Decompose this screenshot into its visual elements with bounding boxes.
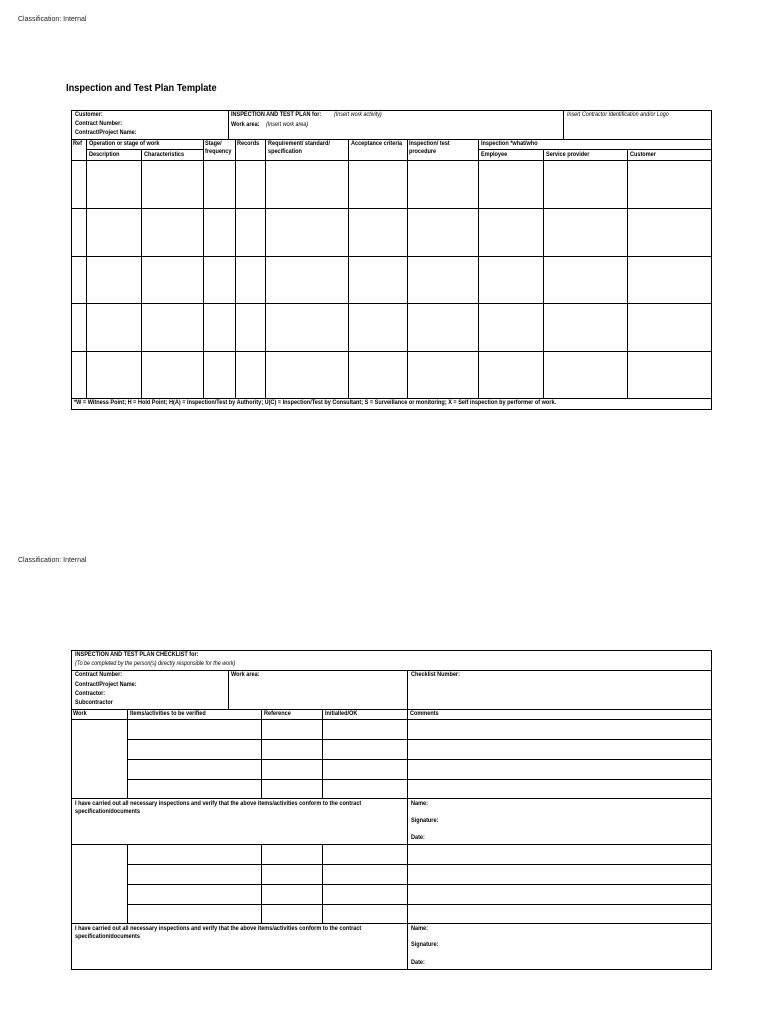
page-title: Inspection and Test Plan Template xyxy=(66,82,217,94)
divider xyxy=(71,351,711,352)
divider xyxy=(563,110,564,139)
divider xyxy=(71,670,711,671)
divider xyxy=(127,779,711,780)
divider xyxy=(127,904,711,905)
logo-note: Insert Contractor Identification and/or Logo xyxy=(567,111,669,118)
contract-project-label: Contract/Project Name: xyxy=(75,129,137,136)
subcontractor-label: Subcontractor xyxy=(75,699,113,706)
divider xyxy=(322,709,323,798)
col-ref: Ref xyxy=(73,140,82,147)
col-inspection: Inspection *what/who xyxy=(481,140,538,147)
divider xyxy=(407,844,408,923)
declaration-line1: I have carried out all necessary inspections and verify that the above items/activities conform to the contract xyxy=(75,800,362,807)
divider xyxy=(71,208,711,209)
divider xyxy=(407,139,408,398)
divider xyxy=(407,709,408,798)
divider xyxy=(407,670,408,709)
footnote: *W = Witness Point; H = Hold Point; H(A) = Inspection/Test by Authority; U(C) = Inspection/Test by Consultant; S = Surveillance or monitoring; X = Self inspection by performer of work. xyxy=(74,399,557,406)
itp-for-value: (Insert work activity) xyxy=(334,111,382,118)
col-service-provider: Service provider xyxy=(546,151,590,158)
work-area-value: (Insert work area) xyxy=(266,121,309,128)
divider xyxy=(71,160,711,161)
signature-label: Signature: xyxy=(411,941,439,948)
divider xyxy=(478,149,711,150)
col-requirement-line2: specification xyxy=(268,148,302,155)
date-label: Date: xyxy=(411,959,425,966)
declaration-line2: specification/documents xyxy=(75,933,140,940)
classification-label: Classification: Internal xyxy=(18,16,87,23)
date-label: Date: xyxy=(411,834,425,841)
itp-for-label: INSPECTION AND TEST PLAN for: xyxy=(231,111,322,118)
divider xyxy=(127,864,711,865)
divider xyxy=(127,739,711,740)
divider xyxy=(71,923,711,924)
divider xyxy=(127,844,128,923)
customer-label: Customer: xyxy=(75,111,103,118)
divider xyxy=(228,110,229,139)
divider xyxy=(265,139,266,398)
name-label: Name: xyxy=(411,925,428,932)
divider xyxy=(127,884,711,885)
divider xyxy=(86,139,87,398)
divider xyxy=(141,149,142,398)
work-area-label: Work area: xyxy=(231,671,260,678)
divider xyxy=(261,709,262,798)
checklist-table-frame xyxy=(71,650,712,970)
divider xyxy=(478,139,479,398)
divider xyxy=(86,149,204,150)
divider xyxy=(127,709,128,798)
col-work: Work xyxy=(73,710,87,717)
divider xyxy=(627,149,628,398)
contract-number-label: Contract Number: xyxy=(75,120,123,127)
signature-label: Signature: xyxy=(411,817,439,824)
col-operation: Operation or stage of work xyxy=(89,140,160,147)
divider xyxy=(71,719,711,720)
col-characteristics: Characteristics xyxy=(144,151,185,158)
contract-project-label: Contract/Project Name: xyxy=(75,681,137,688)
col-comments: Comments xyxy=(410,710,439,717)
col-procedure-line1: Inspection/ test xyxy=(409,140,450,147)
divider xyxy=(322,844,323,923)
col-stage-line2: frequency xyxy=(205,148,232,155)
col-records: Records xyxy=(237,140,260,147)
name-label: Name: xyxy=(411,800,428,807)
col-items: Items/activities to be verified xyxy=(130,710,206,717)
declaration-line2: specification/documents xyxy=(75,808,140,815)
divider xyxy=(543,149,544,398)
contract-number-label: Contract Number: xyxy=(75,671,123,678)
divider xyxy=(71,844,711,845)
col-customer: Customer xyxy=(630,151,656,158)
divider xyxy=(127,759,711,760)
col-description: Description xyxy=(89,151,120,158)
divider xyxy=(261,844,262,923)
classification-label: Classification: Internal xyxy=(18,557,87,564)
col-reference: Reference xyxy=(264,710,291,717)
work-area-label: Work area: xyxy=(231,121,260,128)
col-acceptance: Acceptance criteria xyxy=(351,140,403,147)
declaration-line1: I have carried out all necessary inspections and verify that the above items/activities conform to the contract xyxy=(75,925,362,932)
divider xyxy=(228,670,229,709)
col-employee: Employee xyxy=(481,151,508,158)
col-requirement-line1: Requirement/ standard/ xyxy=(268,140,330,147)
divider xyxy=(203,139,204,398)
checklist-number-label: Checklist Number: xyxy=(411,671,460,678)
checklist-title: INSPECTION AND TEST PLAN CHECKLIST for: xyxy=(75,651,199,658)
col-initialled: Initialled/OK xyxy=(325,710,358,717)
divider xyxy=(71,798,711,799)
divider xyxy=(235,139,236,398)
divider xyxy=(71,303,711,304)
contractor-label: Contractor: xyxy=(75,690,106,697)
checklist-subtitle: (To be completed by the person(s) directly responsible for the work) xyxy=(75,660,236,667)
divider xyxy=(348,139,349,398)
col-procedure-line2: procedure xyxy=(409,148,437,155)
divider xyxy=(407,923,408,970)
divider xyxy=(407,798,408,844)
col-stage-line1: Stage/ xyxy=(205,140,222,147)
divider xyxy=(71,256,711,257)
